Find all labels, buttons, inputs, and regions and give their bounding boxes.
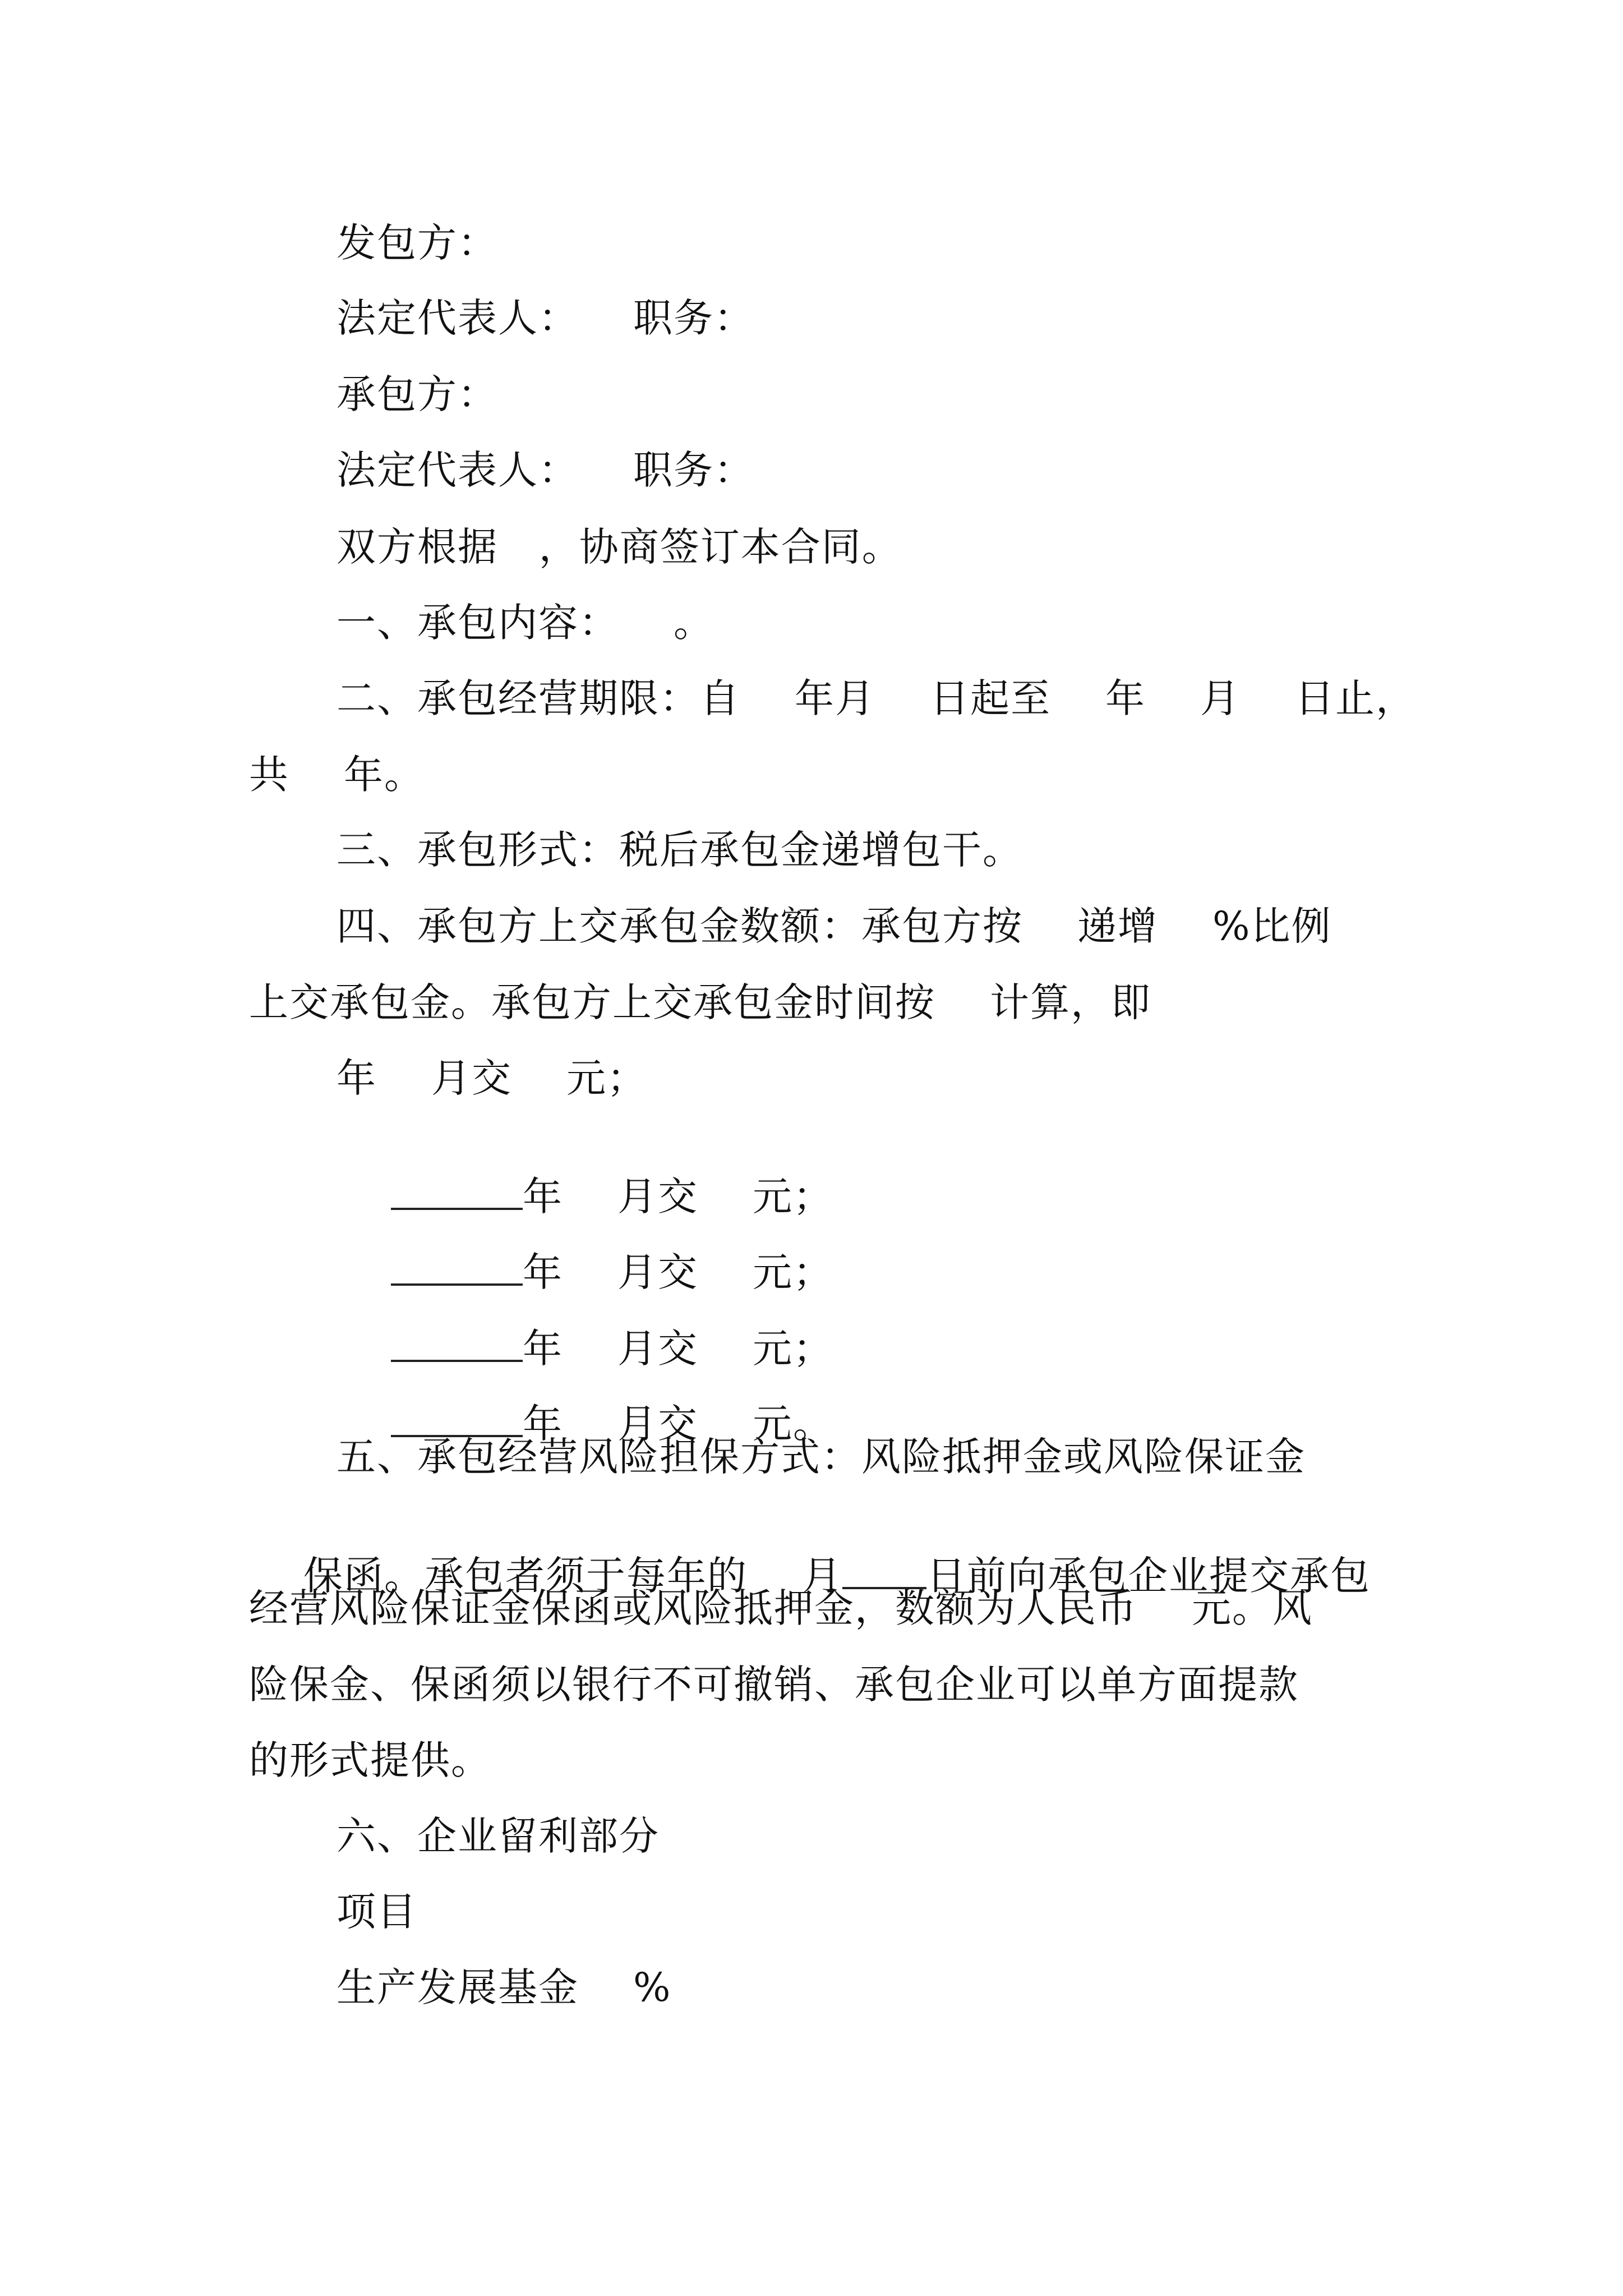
blank-underline	[391, 1325, 523, 1362]
payment-line: 年 月交 元；	[336, 1055, 648, 1101]
payment-text: 年 月交 元；	[523, 1174, 834, 1220]
clause-5-continuation: 经营风险保证金保函或风险抵押金，数额为人民币 元。风	[249, 1585, 1313, 1631]
clause-5-text: 日前向承包企业提交承包	[926, 1553, 1371, 1599]
contract-basis: 双方根据 ，协商签订本合同。	[336, 524, 902, 570]
payment-text: 年 月交 元。	[523, 1401, 834, 1447]
clause-5-continuation: 险保金、保函须以银行不可撤销、承包企业可以单方面提款	[249, 1662, 1299, 1708]
party-b-representative: 法定代表人： 职务：	[336, 447, 755, 493]
clause-6: 六、企业留利部分	[336, 1813, 660, 1859]
clause-6-item: 生产发展基金 %	[336, 1964, 672, 2010]
clause-3: 三、承包形式：税后承包金递增包干。	[336, 827, 1023, 873]
clause-2: 二、承包经营期限：自 年月 日起至 年 月 日止，	[336, 675, 1417, 721]
party-a-representative: 法定代表人： 职务：	[336, 295, 755, 341]
clause-2-continuation: 共 年。	[249, 752, 425, 798]
contract-party-a: 发包方：	[336, 220, 498, 266]
clause-6-item-header: 项目	[336, 1889, 417, 1935]
clause-5: 五、承包经营风险担保方式：风险抵押金或风险保证金	[336, 1434, 1306, 1480]
blank-underline	[391, 1249, 523, 1286]
blank-underline	[391, 1400, 523, 1437]
contract-party-b: 承包方：	[336, 371, 498, 417]
clause-5-continuation: 的形式提供。	[249, 1737, 491, 1783]
clause-4: 四、承包方上交承包金数额：承包方按 递增 %比例	[336, 903, 1332, 949]
clause-1: 一、承包内容： 。	[336, 600, 714, 646]
clause-4-continuation: 上交承包金。承包方上交承包金时间按 计算，即	[249, 979, 1152, 1025]
payment-text: 年 月交 元；	[523, 1249, 834, 1295]
blank-underline	[842, 1552, 926, 1589]
clause-5-text: 保函。承包者须于每年的 月	[303, 1553, 843, 1599]
blank-underline	[391, 1173, 523, 1210]
payment-text: 年 月交 元；	[523, 1326, 834, 1372]
